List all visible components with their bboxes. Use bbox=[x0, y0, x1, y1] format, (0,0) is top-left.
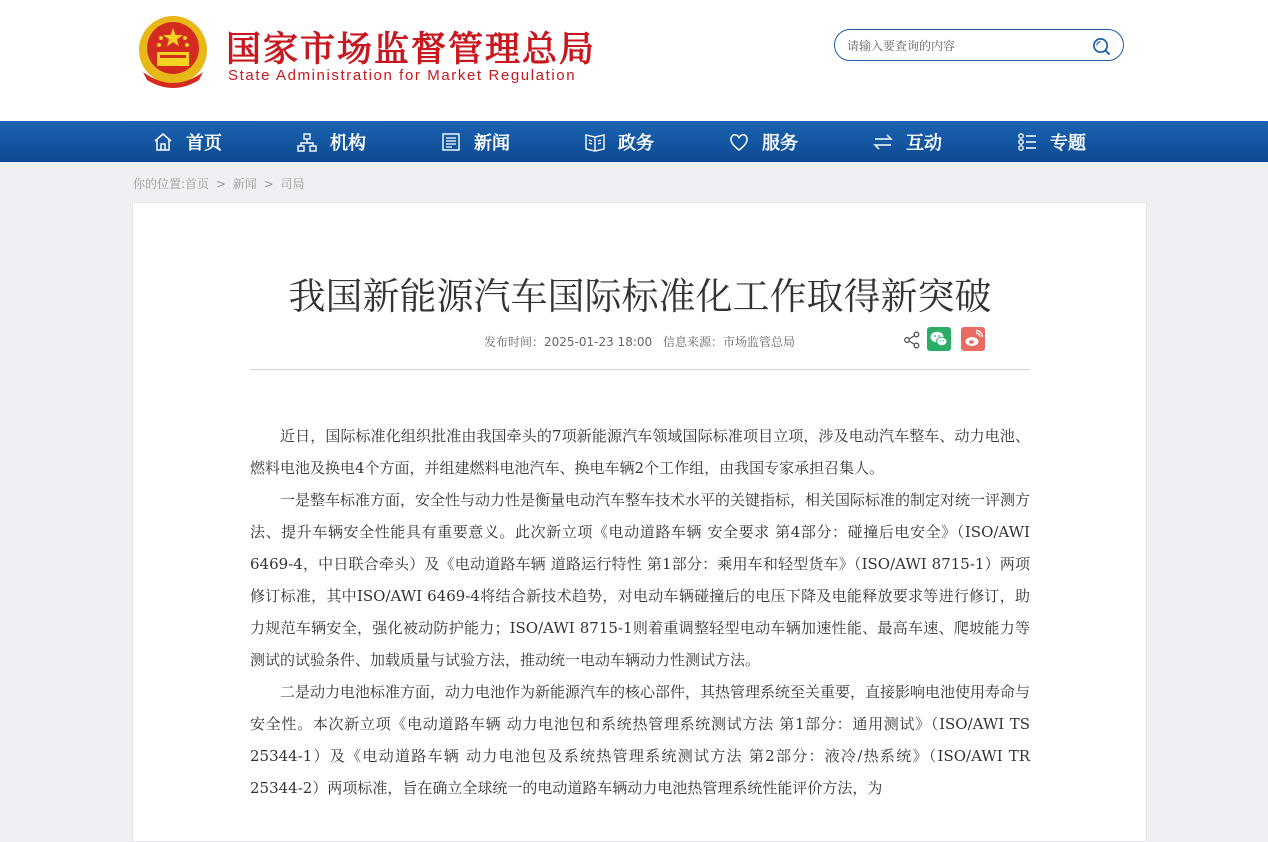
article-paragraph: 一是整车标准方面，安全性与动力性是衡量电动汽车整车技术水平的关键指标，相关国际标准的制定对统一评测方法、提升车辆安全性能具有重要意义。此次新立项《电动道路车辆 安全要求 第4部分：碰撞后电安全》（ISO/AWI 6469-4，中日联合牵头）及《电动道路车辆 道路运行特性 第1部分：乘用车和轻型货车》（ISO/AWI 8715-1）两项修订标准，其中ISO/AWI 6469-4将结合新技术趋势，对电动车辆碰撞后的电压下降及电能释放要求等进行修订，助力规范车辆安全，强化被动防护能力；ISO/AWI 8715-1则着重调整轻型电动车辆加速性能、最高车速、爬坡能力等测试的试验条件、加载质量与试验方法，推动统一电动车辆动力性测试方法。 bbox=[250, 491, 1031, 669]
title-divider bbox=[250, 369, 1030, 370]
publish-time: 发布时间：2025-01-23 18:00 bbox=[484, 335, 653, 349]
weibo-share-button[interactable] bbox=[961, 327, 985, 351]
main-nav bbox=[0, 121, 1268, 162]
nav-item-topics[interactable] bbox=[1016, 121, 1086, 162]
nav-item-interaction[interactable] bbox=[872, 121, 942, 162]
news-icon bbox=[440, 131, 462, 153]
wechat-share-button[interactable] bbox=[927, 327, 951, 351]
nav-item-label: 机构 bbox=[330, 132, 366, 154]
heart-icon bbox=[728, 131, 750, 153]
wechat-icon bbox=[927, 327, 951, 351]
search-box bbox=[834, 29, 1124, 61]
article-paragraph: 近日，国际标准化组织批准由我国牵头的7项新能源汽车领域国际标准项目立项，涉及电动汽车整车、动力电池、燃料电池及换电4个方面，并组建燃料电池汽车、换电车辆2个工作组，由我国专家承担召集人。 bbox=[250, 427, 1030, 477]
topic-list-icon bbox=[1016, 131, 1038, 153]
weibo-icon bbox=[961, 327, 985, 351]
org-chart-icon bbox=[296, 131, 318, 153]
site-name-en[interactable]: State Administration for Market Regulation bbox=[228, 67, 577, 84]
nav-item-label: 服务 bbox=[762, 132, 798, 154]
national-emblem-icon[interactable] bbox=[137, 14, 209, 92]
nav-item-news[interactable] bbox=[440, 121, 510, 162]
breadcrumb-separator: > bbox=[215, 177, 226, 191]
nav-item-government-affairs[interactable] bbox=[584, 121, 654, 162]
share-icon[interactable] bbox=[903, 331, 921, 349]
article-title: 我国新能源汽车国际标准化工作取得新突破 bbox=[288, 275, 992, 318]
site-name-cn[interactable]: 国家市场监督管理总局 bbox=[226, 29, 597, 70]
nav-item-label: 新闻 bbox=[474, 132, 510, 154]
search-input[interactable] bbox=[845, 35, 1089, 57]
exchange-icon bbox=[872, 131, 894, 153]
article-paragraph: 二是动力电池标准方面，动力电池作为新能源汽车的核心部件，其热管理系统至关重要，直接影响电池使用寿命与安全性。本次新立项《电动道路车辆 动力电池包和系统热管理系统测试方法 第1部分：通用测试》（ISO/AWI TS 25344-1）及《电动道路车辆 动力电池包及系统热管理系统测试方法 第2部分：液冷/热系统》（ISO/AWI TR 25344-2）两项标准，旨在确立全球统一的电动道路车辆动力电池热管理系统性能评价方法，为 bbox=[250, 683, 1031, 797]
nav-item-label: 互动 bbox=[906, 132, 942, 154]
nav-item-label: 首页 bbox=[186, 132, 222, 154]
nav-item-home[interactable] bbox=[152, 121, 222, 162]
book-icon bbox=[584, 131, 606, 153]
nav-item-label: 专题 bbox=[1050, 132, 1086, 154]
breadcrumb-home-link[interactable]: 首页 bbox=[185, 177, 210, 191]
nav-item-organization[interactable] bbox=[296, 121, 366, 162]
breadcrumb-news-link[interactable]: 新闻 bbox=[232, 177, 257, 191]
breadcrumb-separator: > bbox=[263, 177, 274, 191]
breadcrumb-department-link[interactable]: 司局 bbox=[280, 177, 305, 191]
nav-item-label: 政务 bbox=[618, 132, 654, 154]
breadcrumb bbox=[133, 175, 308, 192]
site-header bbox=[0, 0, 1268, 121]
home-icon bbox=[152, 131, 174, 153]
nav-item-services[interactable] bbox=[728, 121, 798, 162]
article-source: 信息来源：市场监管总局 bbox=[663, 335, 796, 349]
breadcrumb-prefix: 你的位置: bbox=[133, 177, 186, 191]
search-icon[interactable] bbox=[1092, 37, 1111, 56]
article-body bbox=[250, 420, 1030, 804]
